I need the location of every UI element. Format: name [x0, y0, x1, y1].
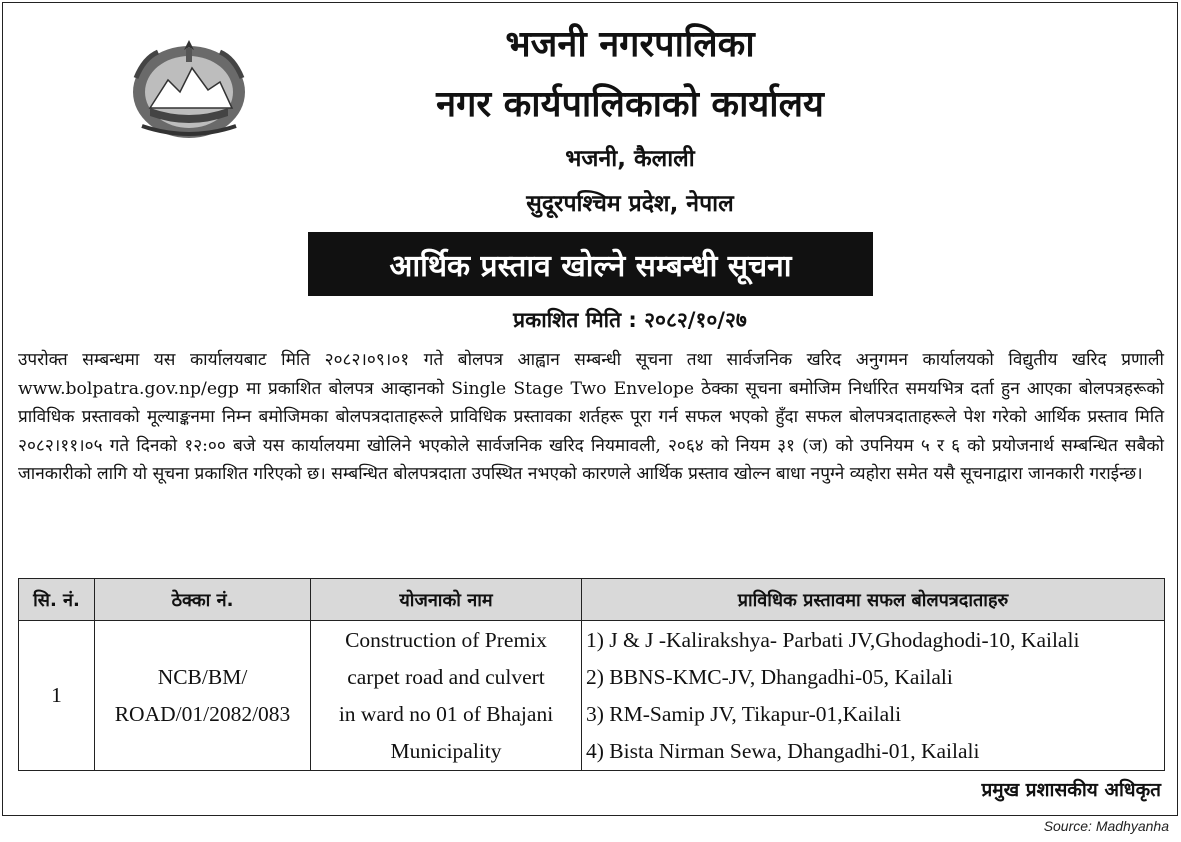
bidder-item: 2) BBNS-KMC-JV, Dhangadhi-05, Kailali: [586, 664, 953, 689]
project-name-line: Municipality: [390, 738, 502, 763]
office-location: भजनी, कैलाली: [565, 146, 695, 172]
table-row: [19, 621, 1165, 771]
contract-no-line: ROAD/01/2082/083: [114, 701, 291, 726]
nepal-government-emblem-icon: [128, 38, 250, 142]
header-serial-no: सि. नं.: [19, 579, 95, 621]
header-successful-bidders: प्राविधिक प्रस्तावमा सफल बोलपत्रदाताहरु: [582, 579, 1165, 621]
bidder-item: 1) J & J -Kalirakshya- Parbati JV,Ghodaghodi-10, Kailali: [586, 627, 1080, 652]
province-country: सुदूरपश्चिम प्रदेश, नेपाल: [526, 191, 734, 217]
successful-bidders: [582, 621, 1165, 771]
project-name-line: carpet road and culvert: [347, 664, 545, 689]
contract-no: [95, 621, 311, 771]
signature-title: प्रमुख प्रशासकीय अधिकृत: [981, 779, 1161, 801]
project-name-line: in ward no 01 of Bhajani: [338, 701, 554, 726]
notice-body: उपरोक्त सम्बन्धमा यस कार्यालयबाट मिति २०८२।०९।०१ गते बोलपत्र आह्वान सम्बन्धी सूचना तथा सार्वजनिक खरिद अनुगमन कार्यालयको विद्युतीय खरिद प्रणाली www.bolpatra.gov.np/egp मा प्रकाशित बोलपत्र आव्हानको Single Stage Two Envelope ठेक्का सूचना बमोजिम निर्धारित समयभित्र दर्ता हुन आएका बोलपत्रहरूको प्राविधिक प्रस्तावको मूल्याङ्कनमा निम्न बमोजिमका बोलपत्रदाताहरूले प्राविधिक प्रस्तावका शर्तहरू पूरा गर्न सफल भएको हुँदा सफल बोलपत्रदाताहरूले पेश गरेको आर्थिक प्रस्ताव मिति २०८२।११।०५ गते दिनको १२:०० बजे यस कार्यालयमा खोलिने भएकोले सार्वजनिक खरिद नियमावली, २०६४ को नियम ३१ (ज) को उपनियम ५ र ६ को प्रयोजनार्थ सम्बन्धित सबैको जानकारीको लागि यो सूचना प्रकाशित गरिएको छ। सम्बन्धित बोलपत्रदाता उपस्थित नभएको कारणले आर्थिक प्रस्ताव खोल्न बाधा नपुग्ने व्यहोरा समेत यसै सूचनाद्वारा जानकारी गराईन्छ।: [18, 350, 1164, 485]
table-header-row: [19, 579, 1165, 621]
tender-table: [18, 578, 1165, 771]
source-credit: Source: Madhyanha: [1043, 818, 1169, 834]
municipality-name: भजनी नगरपालिका: [505, 24, 755, 65]
office-name: नगर कार्यपालिकाको कार्यालय: [436, 84, 824, 125]
project-name-line: Construction of Premix: [345, 627, 547, 652]
header-project-name: योजनाको नाम: [311, 579, 582, 621]
bidder-item: 4) Bista Nirman Sewa, Dhangadhi-01, Kailali: [586, 738, 980, 763]
contract-no-line: NCB/BM/: [157, 664, 248, 689]
bidder-item: 3) RM-Samip JV, Tikapur-01,Kailali: [586, 701, 902, 726]
project-name: [311, 621, 582, 771]
serial-no: 1: [19, 621, 95, 771]
notice-title: आर्थिक प्रस्ताव खोल्ने सम्बन्धी सूचना: [389, 248, 792, 284]
notice-title-banner: [308, 232, 873, 296]
published-date: प्रकाशित मिति : २०८२/१०/२७: [513, 308, 747, 332]
header-contract-no: ठेक्का नं.: [95, 579, 311, 621]
